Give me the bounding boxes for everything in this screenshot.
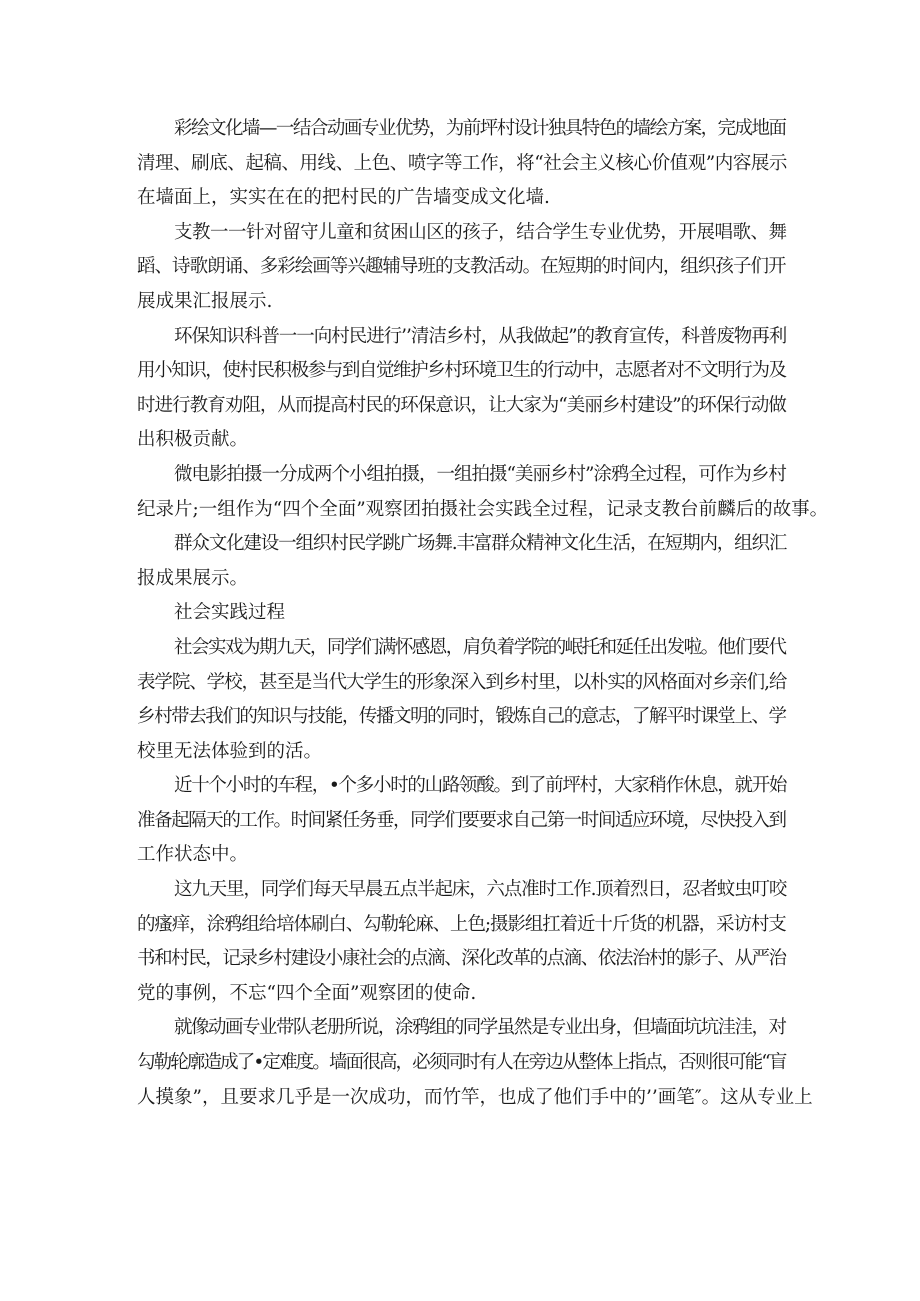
paragraph bbox=[137, 596, 787, 631]
paragraph bbox=[137, 631, 787, 769]
paragraph-line: 乡村带去我们的知识与技能，传播文明的同时，锻炼自己的意志，了解平时课堂上、学 bbox=[137, 706, 786, 728]
paragraph bbox=[137, 873, 787, 1011]
paragraph-line: 环保知识科普一一向村民进行’’清洁乡村，从我做起”的教育宣传，科普废物再利 bbox=[174, 325, 787, 347]
paragraph-line: 近十个小时的车程，•个多小时的山路领酸。到了前坪村，大家稍作休息，就开始 bbox=[174, 775, 787, 797]
paragraph-line: 党的事例，不忘“四个全面”观察团的使命. bbox=[137, 982, 477, 1004]
paragraph-line: 在墙面上，实实在在的把村民的广告墙变成文化墙. bbox=[137, 187, 550, 209]
paragraph bbox=[137, 1011, 813, 1115]
paragraph-line: 清理、刷底、起稿、用线、上色、喷字等工作，将“社会主义核心价值观”内容展示 bbox=[137, 152, 787, 174]
paragraph-line: 就像动画专业带队老册所说，涂鸦组的同学虽然是专业出身，但墙面坑坑洼洼，对 bbox=[174, 1017, 786, 1039]
paragraph bbox=[137, 320, 787, 458]
paragraph bbox=[137, 769, 787, 873]
paragraph-line: 时进行教育劝阻，从而提高村民的环保意识，让大家为“美丽乡村建设”的环保行动做 bbox=[137, 394, 786, 416]
paragraph-line: 蹈、诗歌朗诵、多彩绘画等兴趣辅导班的支教活动。在短期的时间内，组织孩子们开 bbox=[137, 256, 786, 278]
paragraph-line: 校里无法体验到的活。 bbox=[137, 740, 323, 762]
paragraph-line: 群众文化建设一组织村民学跳广场舞.丰富群众精神文化生活，在短期内，组织汇 bbox=[174, 533, 787, 555]
paragraph-line: 表学院、学校，甚至是当代大学生的形象深入到乡村里，以朴实的风格面对乡亲们,给 bbox=[137, 671, 787, 693]
paragraph bbox=[137, 458, 829, 527]
paragraph-line: 的瘙痒，涂鸦组给培体刷白、勾勒轮麻、上色;摄影组扛着近十斤货的机器，采访村支 bbox=[137, 913, 786, 935]
paragraph-line: 用小知识，使村民积极参与到自觉维护乡村环境卫生的行动中，志愿者对不文明行为及 bbox=[137, 360, 786, 382]
paragraph-line: 展成果汇报展示. bbox=[137, 290, 273, 312]
paragraph-line: 准备起隔天的工作。时间紧任务垂，同学们要要求自己第一时间适应环境，尽快投入到 bbox=[137, 809, 786, 831]
paragraph-line: 书和村民，记录乡村建设小康社会的点滴、深化改革的点滴、依法治村的影子、从严治 bbox=[137, 948, 786, 970]
paragraph-line: 社会实戏为期九天，同学们满怀感恩，肩负着学院的岷托和延任出发啦。他们要代 bbox=[174, 636, 786, 658]
paragraph-line: 出积极贡献。 bbox=[137, 429, 249, 451]
paragraph-line: 人摸象”，且要求几乎是一次成功，而竹竿，也成了他们手中的’’画笔″。这从专业上 bbox=[137, 1086, 813, 1108]
paragraph-line: 纪录片;一组作为“四个全面”观察团拍摄社会实践全过程，记录支教台前麟后的故事。 bbox=[137, 498, 829, 520]
paragraph-line: 支教一一针对留守儿童和贫困山区的孩子，结合学生专业优势，开展唱歌、舞 bbox=[174, 221, 787, 243]
paragraph-line: 社会实践过程 bbox=[174, 602, 286, 624]
document-body bbox=[137, 112, 829, 1115]
paragraph bbox=[137, 112, 787, 216]
paragraph-line: 报成果展示。 bbox=[137, 567, 249, 589]
paragraph-line: 彩绘文化墙—一结合动画专业优势，为前坪村设计独具特色的墙绘方案，完成地面 bbox=[174, 118, 786, 139]
paragraph-line: 勾勒轮廓造成了•定难度。墙面很高，必须同时有人在旁边从整体上指点，否则很可能“盲 bbox=[137, 1052, 786, 1074]
paragraph-line: 微电影拍摄一分成两个小组拍摄，一组拍摄“美丽乡村”涂鸦全过程，可作为乡村 bbox=[174, 463, 786, 485]
paragraph-line: 工作状态中。 bbox=[137, 844, 249, 866]
paragraph-line: 这九天里，同学们每天早晨五点半起床，六点准时工作.顶着烈日，忍者蚊虫叮咬 bbox=[174, 879, 787, 901]
paragraph bbox=[137, 527, 787, 596]
paragraph bbox=[137, 216, 787, 320]
